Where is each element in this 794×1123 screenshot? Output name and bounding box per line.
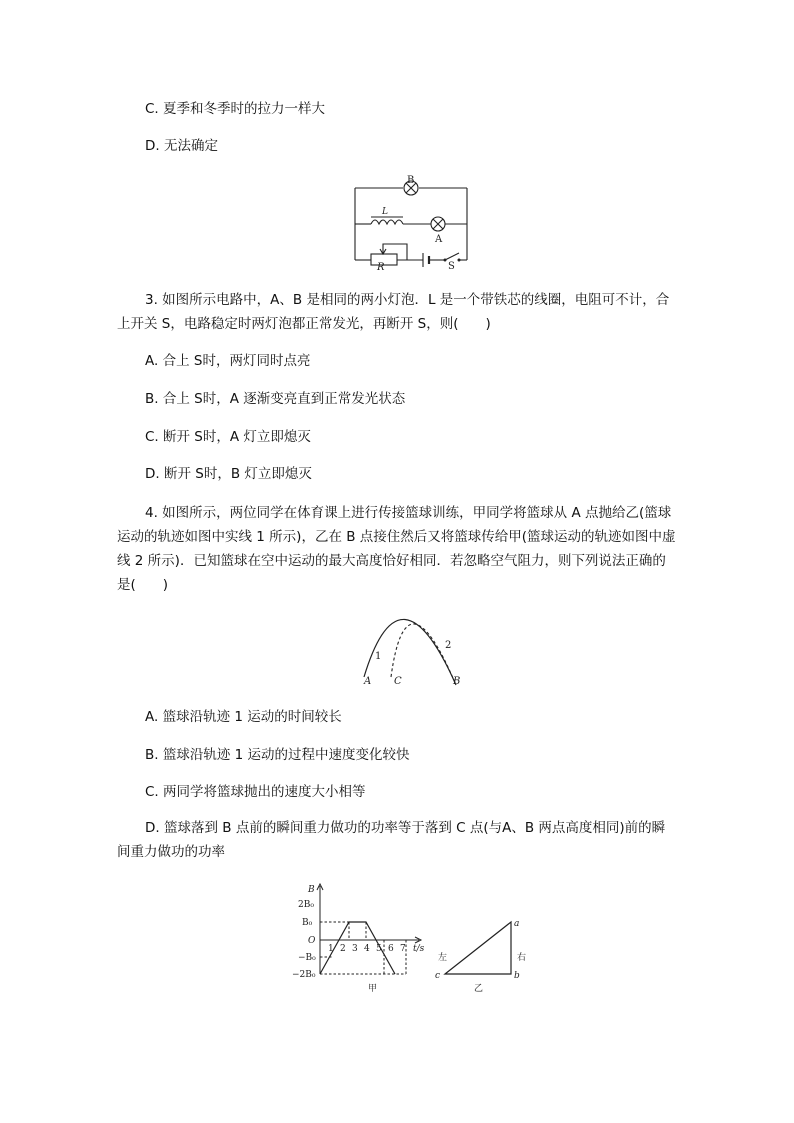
x-tick-2: 2 <box>340 944 346 954</box>
q4-option-b: B. 篮球沿轨迹 1 运动的过程中速度变化较快 <box>145 747 410 763</box>
q2-option-c: C. 夏季和冬季时的拉力一样大 <box>145 101 326 117</box>
x-tick-3: 3 <box>352 944 358 954</box>
switch-label: S <box>448 261 455 272</box>
inductor-icon <box>371 220 403 224</box>
triangle-loop <box>445 922 511 974</box>
q3-option-b: B. 合上 S时，A 逐渐变亮直到正常发光状态 <box>145 391 406 407</box>
point-a-label: A <box>364 676 372 687</box>
point-b-label: B <box>453 676 461 687</box>
curve-1-label: 1 <box>375 651 382 662</box>
right-label: 右 <box>517 953 527 963</box>
triangle-caption: 乙 <box>474 984 484 994</box>
q3-option-a: A. 合上 S时，两灯同时点亮 <box>145 353 311 369</box>
x-tick-5: 5 <box>376 944 382 954</box>
q2-option-d: D. 无法确定 <box>145 138 218 154</box>
q3-option-c: C. 断开 S时，A 灯立即熄灭 <box>145 429 311 445</box>
x-tick-1: 1 <box>328 944 334 954</box>
q3-option-d: D. 断开 S时，B 灯立即熄灭 <box>145 466 312 482</box>
q3-stem: 3. 如图所示电路中，A、B 是相同的两小灯泡．L 是一个带铁芯的线圈，电阻可不计，合上开关 S，电路稳定时两灯泡都正常发光，再断开 S，则( ) <box>117 292 670 332</box>
y-tick-neg-b0: −B₀ <box>298 953 316 963</box>
x-tick-7: 7 <box>400 944 406 954</box>
q4-option-d: D. 篮球落到 B 点前的瞬间重力做功的功率等于落到 C 点(与A、B 两点高度相同)前的瞬间重力做功的功率 <box>117 820 666 860</box>
x-tick-4: 4 <box>364 944 370 954</box>
y-tick-neg-2b0: −2B₀ <box>292 970 316 980</box>
graph-caption: 甲 <box>368 984 378 994</box>
q4-option-c: C. 两同学将篮球抛出的速度大小相等 <box>145 784 366 800</box>
x-tick-6: 6 <box>388 944 394 954</box>
switch-icon <box>445 253 459 260</box>
x-axis-label: t/s <box>413 944 425 954</box>
point-c-label: C <box>394 676 402 687</box>
inductor-label: L <box>382 207 388 217</box>
y-axis-label: B <box>308 885 315 895</box>
trajectory-diagram <box>360 605 470 690</box>
origin-label: O <box>308 936 316 946</box>
q4-stem: 4. 如图所示，两位同学在体育课上进行传接篮球训练，甲同学将篮球从 A 点抛给乙(篮球运动的轨迹如图中实线 1 所示)，乙在 B 点接住然后又将篮球传给甲(篮球运动的轨迹如图中虚线 2 所示)．已知篮球在空中运动的最大高度恰好相同．若忽略空气阻力，则下列说法正确的是( ) <box>117 505 676 593</box>
bulb-b-label: B <box>407 175 415 186</box>
vertex-b-label: b <box>514 971 520 981</box>
y-tick-2b0: 2B₀ <box>298 900 314 910</box>
curve-2-label: 2 <box>445 640 452 651</box>
circuit-diagram <box>345 172 480 273</box>
bulb-a-label: A <box>435 234 443 245</box>
vertex-a-label: a <box>514 919 520 929</box>
vertex-c-label: c <box>435 971 441 981</box>
rheostat-label: R <box>377 262 385 273</box>
bt-graph-and-triangle <box>280 880 540 998</box>
y-tick-b0: B₀ <box>302 918 313 928</box>
q4-option-a: A. 篮球沿轨迹 1 运动的时间较长 <box>145 709 342 725</box>
left-label: 左 <box>438 953 448 963</box>
